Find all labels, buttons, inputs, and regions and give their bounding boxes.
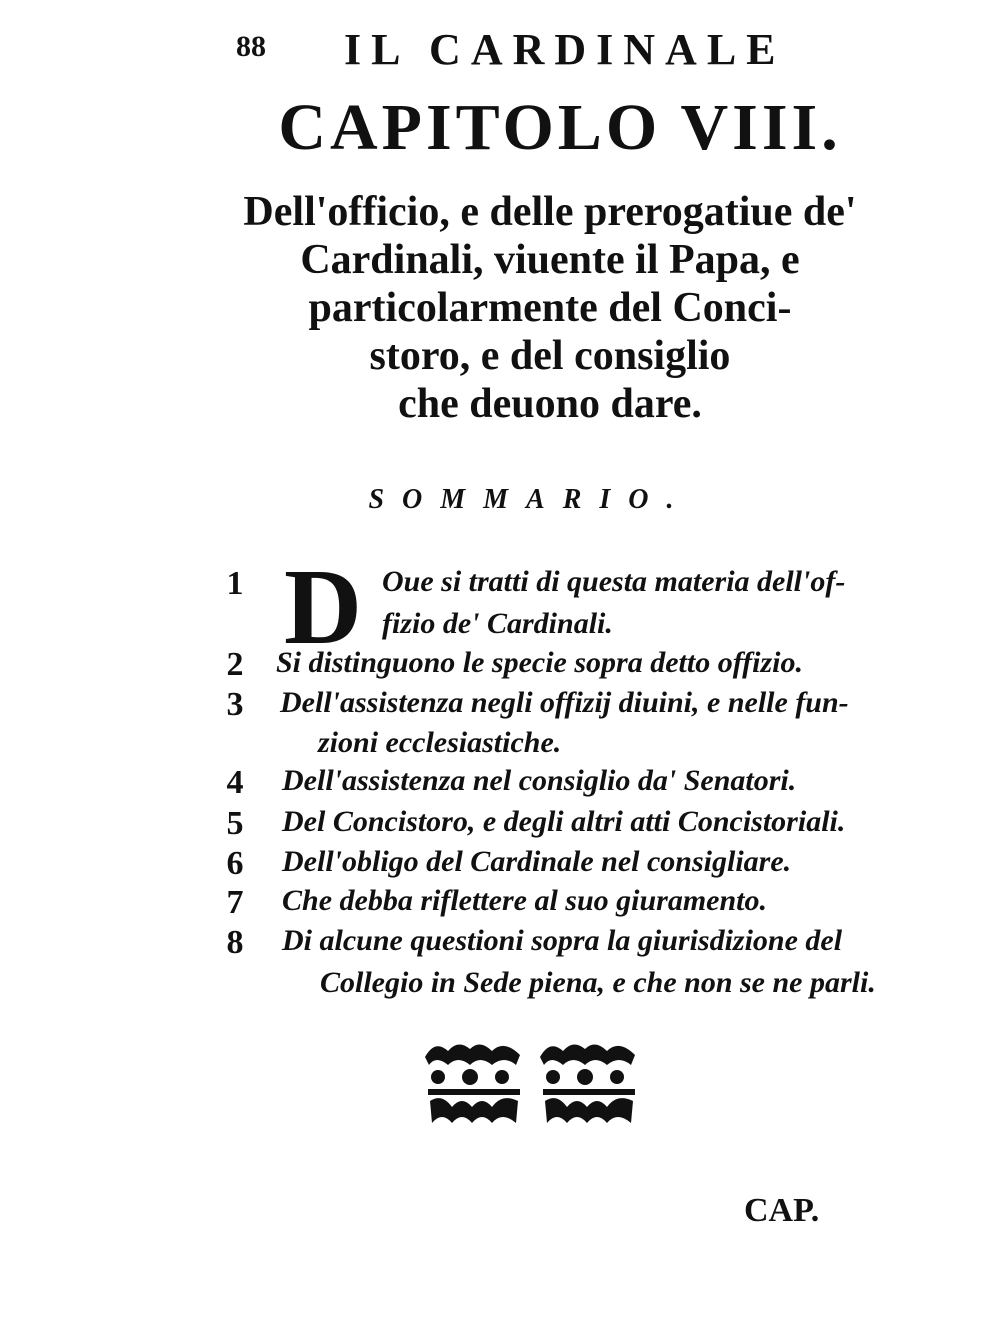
item-text: Collegio in Sede piena, e che non se ne parli. [320, 966, 876, 999]
item-text: Di alcune questioni sopra la giurisdizione del [282, 924, 843, 957]
item-text: Dell'assistenza nel consiglio da' Senatori. [282, 764, 797, 797]
chapter-subtitle [230, 188, 870, 428]
subtitle-line: Dell'officio, e delle prerogatiue de' [243, 189, 857, 235]
item-number: 5 [226, 805, 244, 842]
drop-cap: D [284, 548, 362, 667]
fleuron-ornament-icon [415, 1032, 645, 1132]
subtitle-line: che deuono dare. [398, 381, 702, 427]
item-text: zioni ecclesiastiche. [318, 726, 562, 759]
item-text: Che debba riflettere al suo giuramento. [282, 884, 768, 917]
summary-heading: SOMMARIO. [368, 484, 692, 515]
page-number: 88 [236, 30, 266, 63]
item-number: 4 [226, 764, 244, 801]
item-number: 8 [226, 924, 244, 961]
item-text: Dell'assistenza negli offizij diuini, e nelle fun- [280, 686, 849, 719]
subtitle-line: Cardinali, viuente il Papa, e [300, 237, 800, 283]
item-text: Dell'obligo del Cardinale nel consigliare. [282, 845, 792, 878]
item-text: Si distinguono le specie sopra detto offizio. [276, 646, 803, 679]
item-number: 3 [226, 686, 244, 723]
subtitle-line: storo, e del consiglio [369, 333, 731, 379]
catchword: CAP. [744, 1192, 820, 1229]
item-text: Oue si tratti di questa materia dell'of- [382, 565, 846, 598]
item-text: fizio de' Cardinali. [382, 607, 613, 640]
running-title: IL CARDINALE [344, 25, 786, 74]
item-text: Del Concistoro, e degli altri atti Concistoriali. [282, 805, 846, 838]
item-number: 2 [226, 646, 244, 683]
subtitle-line: particolarmente del Conci- [308, 285, 792, 331]
item-number: 6 [226, 845, 244, 882]
running-head [236, 24, 836, 74]
item-number: 1 [226, 565, 244, 602]
item-number: 7 [226, 884, 244, 921]
chapter-title: CAPITOLO VIII. [278, 91, 842, 164]
